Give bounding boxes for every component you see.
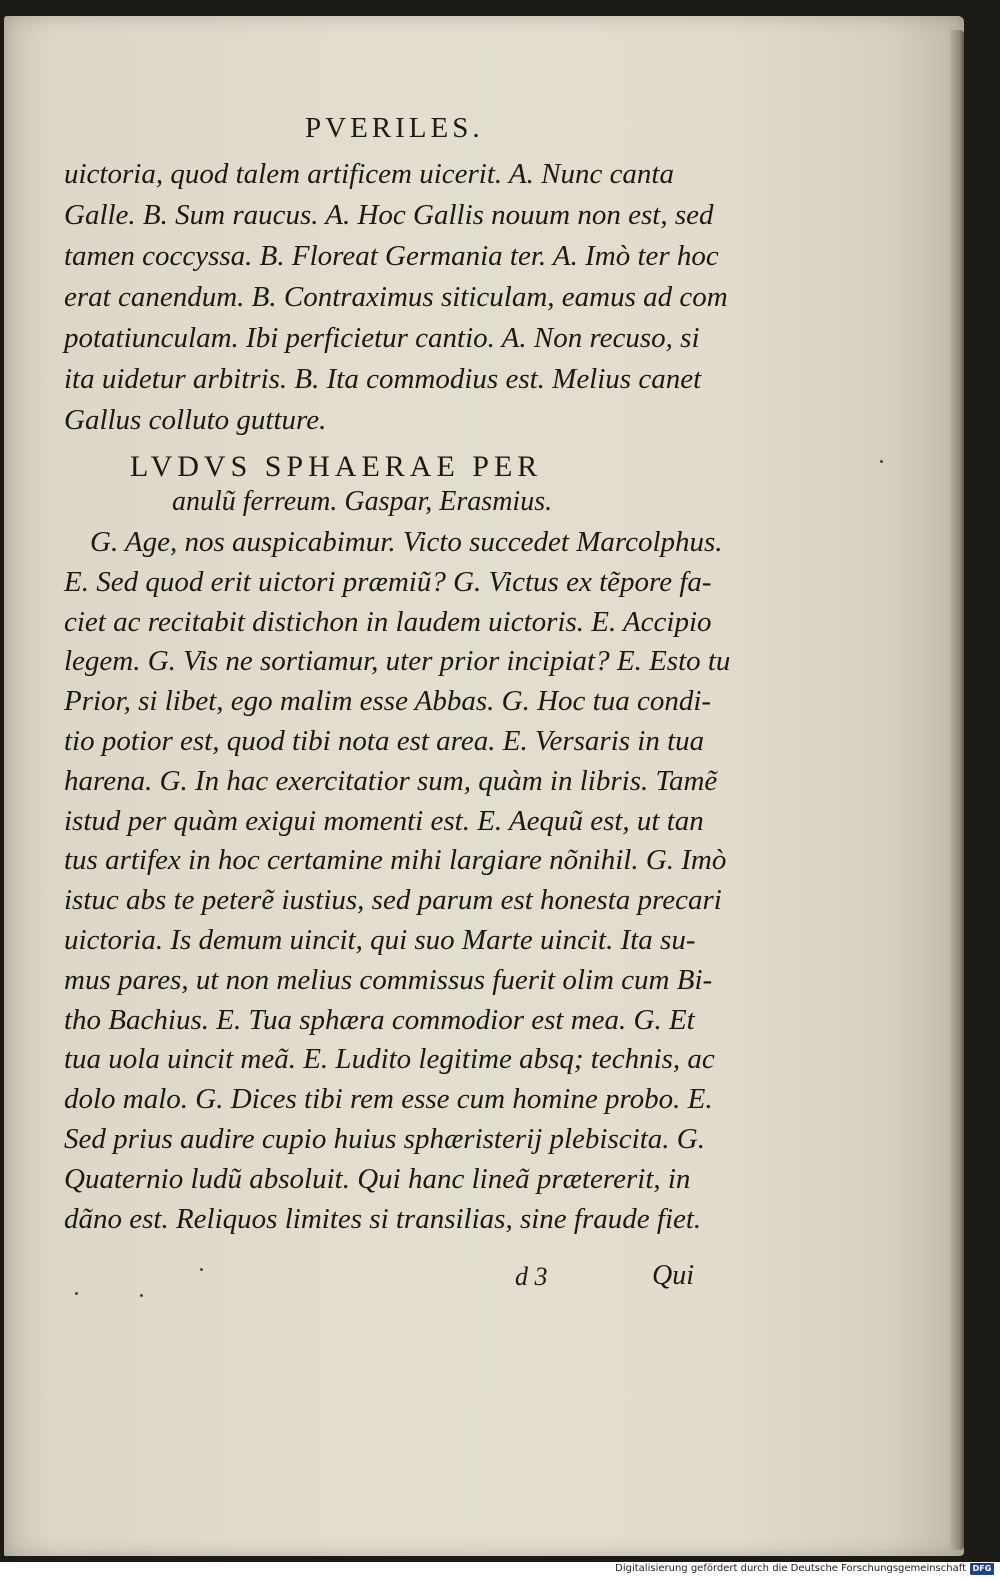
text-line: Prior, si libet, ego malim esse Abbas. G. Hoc tua condi- [64,685,712,718]
text-line: ciet ac recitabit distichon in laudem uictoris. E. Accipio [64,605,712,638]
text-line: ita uidetur arbitris. B. Ita commodius est. Melius canet [64,363,702,395]
text-line: tua uola uincit meã. E. Ludito legitime absq; technis, ac [64,1043,715,1076]
text-line: mus pares, ut non melius commissus fuerit olim cum Bi- [64,963,713,996]
paper-speck [880,460,883,463]
paper-speck [200,1268,203,1271]
text-line: tio potior est, quod tibi nota est area. E. Versaris in tua [64,725,705,757]
text-line: G. Age, nos auspicabimur. Victo succedet Marcolphus. [90,526,723,558]
section-subtitle: anulũ ferreum. Gaspar, Erasmius. [172,486,553,517]
paper-speck [140,1294,143,1297]
text-line: Sed prius audire cupio huius sphæristerij plebiscita. G. [64,1123,705,1155]
text-line: legem. G. Vis ne sortiamur, uter prior incipiat? E. Esto tu [64,645,731,678]
text-line: Quaternio ludũ absoluit. Qui hanc lineã prætererit, in [64,1162,691,1195]
text-line: tus artifex in hoc certamine mihi largiare nõnihil. G. Imò [64,844,727,877]
text-line: Galle. B. Sum raucus. A. Hoc Gallis nouum non est, sed [64,199,714,231]
paper-speck [75,1292,78,1295]
text-line: tho Bachius. E. Tua sphæra commodior est mea. G. Et [64,1003,695,1036]
text-line: potatiunculam. Ibi perficietur cantio. A. Non recuso, si [64,322,700,354]
running-head: PVERILES. [305,112,484,144]
text-line: E. Sed quod erit uictori præmiũ? G. Victus ex tẽpore fa- [64,565,712,598]
text-line: tamen coccyssa. B. Floreat Germania ter. A. Imò ter hoc [64,240,719,272]
text-line: dãno est. Reliquos limites si transilias, sine fraude fiet. [64,1202,702,1235]
text-line: erat canendum. B. Contraximus siticulam, eamus ad com [64,281,728,313]
catchword: Qui [652,1260,694,1291]
signature-mark: d 3 [515,1262,548,1291]
text-line: Gallus colluto gutture. [64,404,327,436]
text-line: uictoria. Is demum uincit, qui suo Marte uincit. Ita su- [64,924,696,956]
page-edge [950,30,964,1550]
section-title: LVDVS SPHAERAE PER [130,450,543,483]
dfg-logo: DFG [970,1563,994,1575]
footer-credit: Digitalisierung gefördert durch die Deutsche Forschungsgemeinschaft [615,1563,966,1574]
text-line: dolo malo. G. Dices tibi rem esse cum homine probo. E. [64,1083,713,1116]
text-line: istud per quàm exigui momenti est. E. Aequũ est, ut tan [64,804,704,837]
text-line: uictoria, quod talem artificem uicerit. A. Nunc canta [64,158,674,190]
text-line: istuc abs te peterẽ iustius, sed parum est honesta precari [64,884,722,917]
text-line: harena. G. In hac exercitatior sum, quàm in libris. Tamẽ [64,764,718,797]
